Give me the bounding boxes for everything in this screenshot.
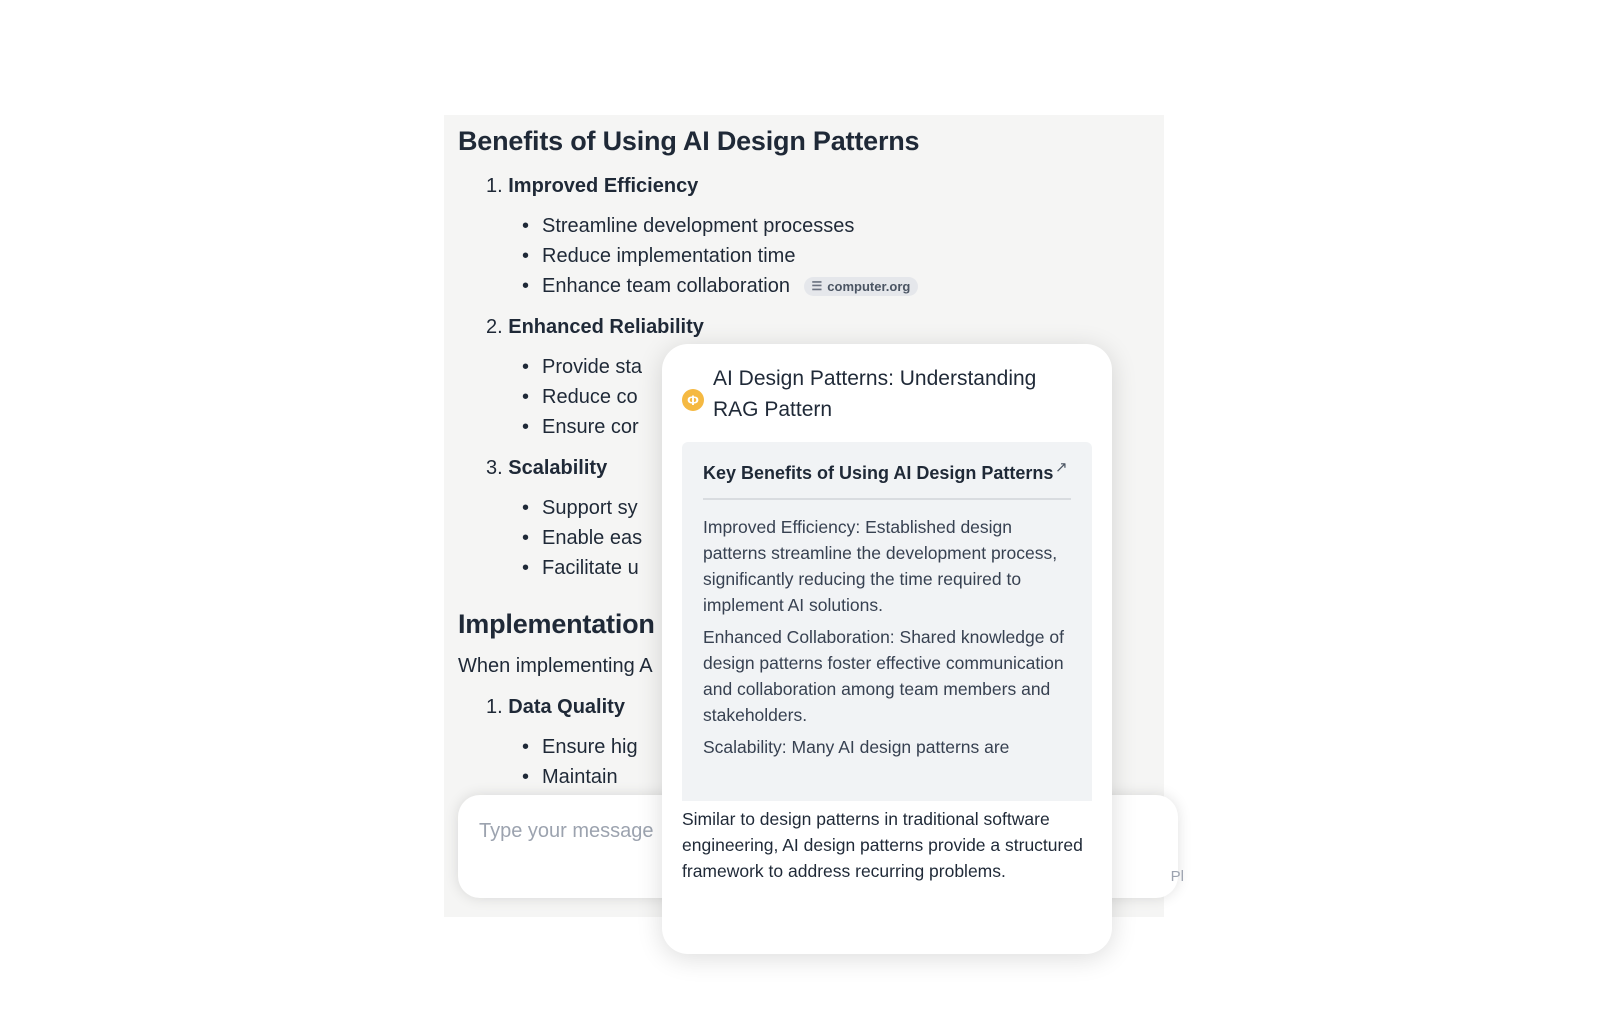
list-item-3 — [486, 457, 607, 480]
snippet-paragraph: Scalability: Many AI design patterns are — [703, 737, 1010, 757]
bullet-item: • Enable eas — [542, 527, 642, 550]
list-item-2 — [486, 316, 704, 339]
message-input-placeholder: Type your message — [479, 820, 654, 842]
source-icon: Φ — [682, 389, 704, 411]
list-item-title: Improved Efficiency — [508, 175, 699, 197]
bullet-item: • Support sy — [542, 497, 638, 520]
input-hint: Pl — [1170, 868, 1184, 885]
list-icon: ☰ — [811, 279, 823, 293]
list-item-data-quality — [486, 696, 625, 719]
list-number: 3. — [486, 457, 503, 479]
bullet-item: • Provide sta — [542, 356, 642, 379]
snippet-title: Key Benefits of Using AI Design Patterns — [703, 463, 1054, 483]
section-heading-benefits: Benefits of Using AI Design Patterns — [458, 126, 920, 156]
source-preview-popover[interactable] — [662, 344, 1112, 954]
snippet-paragraph: Improved Efficiency: Established design patterns streamline the development process, significantly reducing the time required to implement AI solutions. — [703, 517, 1058, 615]
bullet-item: • Facilitate u — [542, 557, 639, 580]
citation-chip[interactable] — [804, 277, 919, 296]
list-item-title: Enhanced Reliability — [508, 316, 704, 338]
bullet-item: • Ensure cor — [542, 416, 639, 439]
bullet-item: • Maintain — [542, 766, 618, 789]
fade-overlay — [682, 761, 1092, 801]
bullet-item: • Ensure hig — [542, 736, 638, 759]
source-snippet — [682, 442, 1092, 801]
section-heading-implementation: Implementation — [458, 609, 655, 639]
bullet-item: • Streamline development processes — [542, 215, 854, 238]
list-item-title: Scalability — [508, 457, 608, 479]
bullet-item-with-citation — [542, 275, 918, 298]
list-number: 1. — [486, 696, 503, 718]
divider — [703, 498, 1071, 500]
bullet-item: • Reduce implementation time — [542, 245, 795, 268]
bullet-text: Enhance team collaboration — [542, 275, 790, 297]
list-item-title: Data Quality — [508, 696, 625, 718]
external-link-icon[interactable]: ↗ — [1055, 459, 1068, 476]
source-title[interactable]: AI Design Patterns: Understanding RAG Pattern — [713, 367, 1037, 421]
list-number: 1. — [486, 175, 503, 197]
snippet-paragraph: Enhanced Collaboration: Shared knowledge of design patterns foster effective communication and collaboration among team members and stakeholders. — [703, 627, 1064, 725]
bullet-item: • Reduce co — [542, 386, 638, 409]
citation-label: computer.org — [827, 278, 911, 294]
intro-paragraph: When implementing A — [458, 655, 653, 677]
source-description: Similar to design patterns in traditional software engineering, AI design patterns provide a structured framework to address recurring problems. — [682, 809, 1083, 881]
list-item-1 — [486, 175, 698, 198]
list-number: 2. — [486, 316, 503, 338]
